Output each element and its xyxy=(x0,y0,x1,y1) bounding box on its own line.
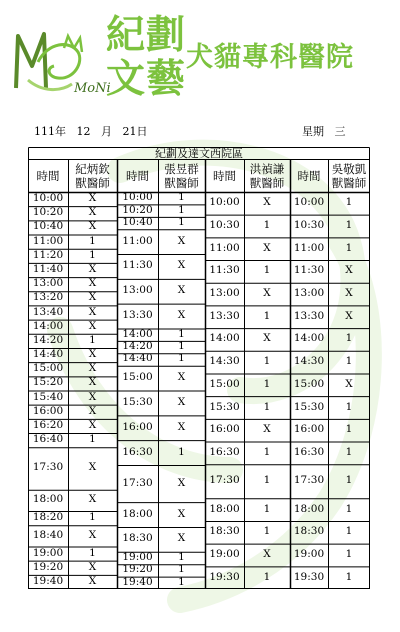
slot-time: 15:30 xyxy=(122,395,153,408)
slot-availability: X xyxy=(88,528,97,541)
slot-availability: 1 xyxy=(263,570,271,583)
slot-time: 19:30 xyxy=(209,570,240,583)
weekday-label: 星期 xyxy=(302,125,324,138)
slot-time: 19:00 xyxy=(32,546,64,559)
slot-time: 14:40 xyxy=(32,348,64,361)
slot-availability: X xyxy=(177,420,186,433)
slot-availability: X xyxy=(88,220,97,233)
slot-time: 11:20 xyxy=(32,248,64,261)
slot-time: 14:20 xyxy=(32,333,64,346)
slot-availability: 1 xyxy=(178,550,185,563)
time-header: 時間 xyxy=(297,169,321,183)
slot-time: 16:30 xyxy=(293,445,325,458)
slot-time: 11:30 xyxy=(122,259,153,272)
time-header: 時間 xyxy=(36,169,60,183)
slot-time: 16:00 xyxy=(293,423,325,436)
slot-availability: 1 xyxy=(345,502,353,515)
slot-time: 16:20 xyxy=(32,418,64,431)
slot-availability: 1 xyxy=(345,474,353,487)
slot-time: 10:30 xyxy=(293,219,325,232)
slot-availability: 1 xyxy=(263,474,271,487)
slot-time: 19:20 xyxy=(122,563,153,576)
date-month-unit: 月 xyxy=(101,125,112,138)
slot-time: 10:00 xyxy=(122,191,153,204)
slot-time: 19:40 xyxy=(122,575,153,588)
clinic-name-line2: 文藝 xyxy=(106,57,187,102)
slot-availability: X xyxy=(88,493,97,506)
clinic-logo xyxy=(8,22,111,102)
slot-time: 14:00 xyxy=(209,332,240,345)
slot-time: 11:30 xyxy=(293,264,325,277)
time-header: 時間 xyxy=(213,169,236,183)
doctor-header: 張昱群 獸醫師 xyxy=(164,162,199,191)
slot-availability: X xyxy=(88,376,97,389)
slot-availability: 1 xyxy=(345,423,353,436)
slot-time: 18:00 xyxy=(122,507,153,520)
slot-time: 18:00 xyxy=(209,502,240,515)
slot-availability: X xyxy=(177,532,186,545)
slot-availability: X xyxy=(177,395,186,408)
slot-time: 19:40 xyxy=(32,574,64,587)
slot-time: 16:30 xyxy=(122,445,153,458)
slot-availability: X xyxy=(88,305,97,318)
slot-availability: 1 xyxy=(89,234,96,247)
slot-availability: 1 xyxy=(178,352,185,365)
slot-availability: 1 xyxy=(263,219,271,232)
slot-availability: 1 xyxy=(263,445,271,458)
slot-time: 15:40 xyxy=(32,390,64,403)
slot-availability: 1 xyxy=(345,570,353,583)
slot-availability: X xyxy=(88,262,97,275)
time-header: 時間 xyxy=(126,169,149,183)
slot-time: 10:00 xyxy=(32,192,64,205)
slot-availability: X xyxy=(263,547,271,560)
slot-time: 17:30 xyxy=(122,476,153,489)
date-day: 21日 xyxy=(122,125,148,138)
slot-availability: 1 xyxy=(178,563,185,576)
slot-availability: 1 xyxy=(178,340,185,353)
slot-time: 11:00 xyxy=(209,241,240,254)
slot-availability: X xyxy=(88,291,97,304)
slot-availability: X xyxy=(177,234,186,247)
slot-availability: 1 xyxy=(178,203,185,216)
slot-availability: X xyxy=(263,287,271,300)
slot-availability: X xyxy=(88,192,97,205)
date-year: 111年 xyxy=(34,125,66,138)
slot-time: 14:30 xyxy=(293,355,325,368)
slot-time: 13:30 xyxy=(293,309,325,322)
slot-availability: 1 xyxy=(89,433,96,446)
slot-availability: 1 xyxy=(345,332,353,345)
slot-time: 13:00 xyxy=(293,287,325,300)
slot-time: 11:40 xyxy=(32,262,64,275)
slot-time: 17:30 xyxy=(32,461,64,474)
slot-availability: X xyxy=(88,404,97,417)
slot-availability: 1 xyxy=(263,355,271,368)
slot-availability: 1 xyxy=(263,264,271,277)
slot-time: 14:20 xyxy=(122,340,153,353)
slot-time: 16:00 xyxy=(209,423,240,436)
slot-time: 16:40 xyxy=(32,433,64,446)
logo-text: MoNi xyxy=(74,81,111,96)
slot-time: 16:00 xyxy=(122,420,153,433)
slot-availability: 1 xyxy=(345,400,353,413)
slot-availability: X xyxy=(263,423,271,436)
slot-availability: X xyxy=(263,332,271,345)
slot-availability: 1 xyxy=(178,327,185,340)
slot-availability: X xyxy=(88,418,97,431)
slot-availability: X xyxy=(345,264,353,277)
slot-time: 19:30 xyxy=(293,570,325,583)
slot-time: 14:30 xyxy=(209,355,240,368)
date-month: 12 xyxy=(76,125,91,138)
slot-availability: 1 xyxy=(89,546,96,559)
slot-availability: X xyxy=(177,371,186,384)
slot-availability: X xyxy=(88,277,97,290)
slot-availability: X xyxy=(263,196,271,209)
slot-availability: 1 xyxy=(178,191,185,204)
slot-time: 10:30 xyxy=(209,219,240,232)
slot-time: 13:20 xyxy=(32,291,64,304)
slot-availability: 1 xyxy=(263,400,271,413)
slot-availability: X xyxy=(177,476,186,489)
slot-time: 14:00 xyxy=(293,332,325,345)
slot-availability: X xyxy=(88,348,97,361)
slot-time: 19:00 xyxy=(293,547,325,560)
slot-availability: 1 xyxy=(345,355,353,368)
slot-availability: 1 xyxy=(263,502,271,515)
slot-time: 13:00 xyxy=(122,284,153,297)
logo-graphic xyxy=(8,22,111,102)
slot-time: 13:00 xyxy=(32,277,64,290)
slot-time: 18:40 xyxy=(32,528,64,541)
slot-availability: X xyxy=(345,309,353,322)
slot-availability: 1 xyxy=(178,445,185,458)
slot-time: 14:00 xyxy=(32,319,64,332)
slot-time: 18:30 xyxy=(293,525,325,538)
slot-availability: 1 xyxy=(345,547,353,560)
slot-availability: 1 xyxy=(345,445,353,458)
clinic-name-line1: 紀劃 xyxy=(106,13,187,58)
slot-availability: X xyxy=(88,461,97,474)
slot-availability: X xyxy=(88,560,97,573)
slot-availability: X xyxy=(177,309,186,322)
slot-availability: X xyxy=(88,206,97,219)
slot-time: 19:00 xyxy=(122,550,153,563)
slot-time: 15:30 xyxy=(209,400,240,413)
slot-time: 15:30 xyxy=(293,400,325,413)
slot-availability: 1 xyxy=(345,241,353,254)
slot-time: 17:30 xyxy=(209,474,240,487)
slot-availability: X xyxy=(177,507,186,520)
slot-availability: 1 xyxy=(345,525,353,538)
slot-availability: 1 xyxy=(263,309,271,322)
doctor-header: 洪禎謙 獸醫師 xyxy=(249,162,285,191)
slot-availability: X xyxy=(88,390,97,403)
slot-time: 16:00 xyxy=(32,404,64,417)
slot-time: 10:00 xyxy=(293,196,325,209)
slot-time: 18:30 xyxy=(122,532,153,545)
slot-availability: 1 xyxy=(345,219,353,232)
slot-time: 19:00 xyxy=(209,547,240,560)
slot-time: 13:30 xyxy=(122,309,153,322)
slot-time: 15:00 xyxy=(293,377,325,390)
slot-time: 19:20 xyxy=(32,560,64,573)
slot-availability: X xyxy=(88,319,97,332)
slot-time: 10:40 xyxy=(122,216,153,229)
table-caption: 紀劃及達文西院區 xyxy=(155,147,243,160)
slot-availability: X xyxy=(177,259,186,272)
slot-availability: 1 xyxy=(263,377,271,390)
slot-availability: X xyxy=(263,241,271,254)
slot-time: 18:20 xyxy=(32,511,64,524)
slot-time: 16:30 xyxy=(209,445,240,458)
slot-availability: X xyxy=(345,377,353,390)
slot-availability: 1 xyxy=(89,511,96,524)
slot-time: 10:00 xyxy=(209,196,240,209)
slot-time: 18:30 xyxy=(209,525,240,538)
slot-availability: 1 xyxy=(178,575,185,588)
slot-time: 15:20 xyxy=(32,376,64,389)
slot-availability: X xyxy=(88,574,97,587)
slot-availability: 1 xyxy=(89,333,96,346)
slot-time: 15:00 xyxy=(122,371,153,384)
slot-time: 11:00 xyxy=(32,234,64,247)
slot-availability: 1 xyxy=(178,216,185,229)
slot-time: 13:00 xyxy=(209,287,240,300)
doctor-header: 吳敬凱 獸醫師 xyxy=(331,162,367,191)
schedule-date xyxy=(34,123,148,139)
slot-availability: 1 xyxy=(345,196,353,209)
slot-availability: X xyxy=(88,362,97,375)
slot-time: 13:30 xyxy=(209,309,240,322)
slot-availability: 1 xyxy=(89,248,96,261)
slot-availability: X xyxy=(177,284,186,297)
clinic-name-suffix: 犬貓專科醫院 xyxy=(186,42,354,73)
schedule-table xyxy=(28,147,370,589)
slot-time: 11:00 xyxy=(293,241,325,254)
slot-time: 15:00 xyxy=(209,377,240,390)
slot-time: 18:00 xyxy=(32,493,64,506)
slot-time: 14:00 xyxy=(122,327,153,340)
slot-time: 14:40 xyxy=(122,352,153,365)
slot-time: 15:00 xyxy=(32,362,64,375)
slot-time: 17:30 xyxy=(293,474,325,487)
slot-availability: X xyxy=(345,287,353,300)
slot-time: 10:20 xyxy=(122,203,153,216)
slot-time: 18:00 xyxy=(293,502,325,515)
slot-time: 13:40 xyxy=(32,305,64,318)
schedule-weekday xyxy=(302,123,346,139)
weekday-value: 三 xyxy=(334,125,346,138)
slot-time: 11:00 xyxy=(122,234,153,247)
slot-time: 10:20 xyxy=(32,206,64,219)
doctor-header: 紀炳欽 獸醫師 xyxy=(75,162,110,191)
slot-time: 10:40 xyxy=(32,220,64,233)
slot-time: 11:30 xyxy=(209,264,240,277)
slot-availability: 1 xyxy=(263,525,271,538)
